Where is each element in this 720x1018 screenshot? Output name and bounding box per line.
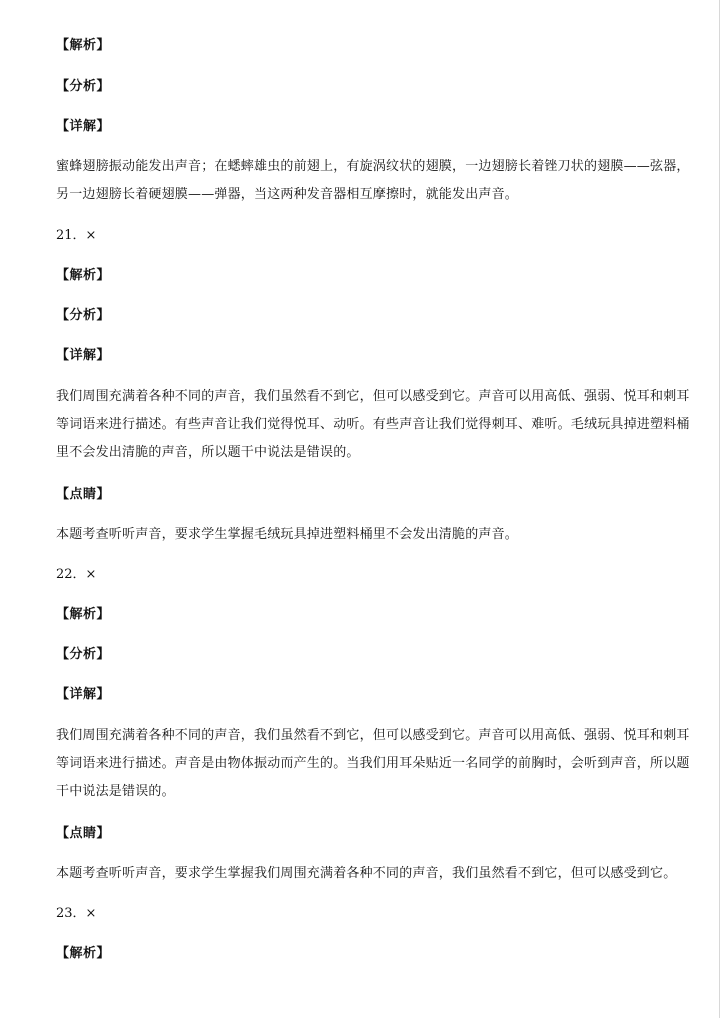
question-number: 23．× (56, 906, 97, 921)
comment-text: 本题考查听听声音，要求学生掌握毛绒玩具掉进塑料桶里不会发出清脆的声音。 (56, 527, 519, 542)
detail-paragraph-line: 里不会发出清脆的声音，所以题干中说法是错误的。 (56, 445, 360, 460)
question-number: 21．× (56, 228, 97, 243)
breakdown-heading: 【分析】 (56, 647, 111, 662)
breakdown-heading: 【分析】 (56, 79, 111, 94)
analysis-heading: 【解析】 (56, 946, 111, 961)
detail-paragraph-line: 等词语来进行描述。有些声音让我们觉得悦耳、动听。有些声音让我们觉得刺耳、难听。毛绒玩具掉进塑料桶 (56, 417, 690, 432)
analysis-heading: 【解析】 (56, 607, 111, 622)
analysis-heading: 【解析】 (56, 268, 111, 283)
detail-paragraph-line: 等词语来进行描述。声音是由物体振动而产生的。当我们用耳朵贴近一名同学的前胸时，会听到声音，所以题 (56, 756, 690, 771)
breakdown-heading: 【分析】 (56, 308, 111, 323)
detail-paragraph-line: 另一边翅膀长着硬翅膜——弹器，当这两种发音器相互摩擦时，就能发出声音。 (56, 187, 519, 202)
detail-heading: 【详解】 (56, 348, 111, 363)
detail-paragraph-line: 我们周围充满着各种不同的声音，我们虽然看不到它，但可以感受到它。声音可以用高低、强弱、悦耳和刺耳 (56, 728, 690, 743)
comment-heading: 【点睛】 (56, 487, 111, 502)
detail-heading: 【详解】 (56, 119, 111, 134)
analysis-heading: 【解析】 (56, 38, 111, 53)
question-number: 22．× (56, 567, 97, 582)
comment-heading: 【点睛】 (56, 826, 111, 841)
detail-paragraph-line: 干中说法是错误的。 (56, 784, 175, 799)
detail-heading: 【详解】 (56, 687, 111, 702)
comment-text: 本题考查听听声音，要求学生掌握我们周围充满着各种不同的声音，我们虽然看不到它，但可以感受到它。 (56, 866, 677, 881)
detail-paragraph-line: 我们周围充满着各种不同的声音，我们虽然看不到它，但可以感受到它。声音可以用高低、强弱、悦耳和刺耳 (56, 389, 690, 404)
detail-paragraph-line: 蜜蜂翅膀振动能发出声音；在蟋蟀雄虫的前翅上，有旋涡纹状的翅膜，一边翅膀长着锉刀状的翅膜——弦器， (56, 159, 690, 174)
